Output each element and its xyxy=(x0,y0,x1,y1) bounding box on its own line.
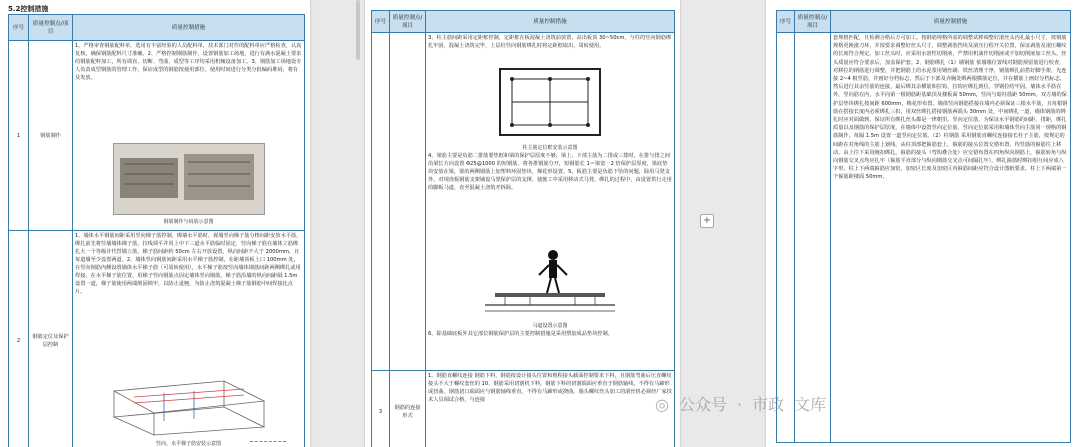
measure-text: 1、严格审查钢筋配料单，选用有丰富经验的人员配料单，技术部门对作的配料单应严格检查，认真复核，确保钢筋配料尺寸准确。2、严格控制钢筋制作，设置钢筋加工场地，进行有满水混凝土要求的钢筋配料加工，所有调直、切断、弯曲、成型等工序均采用机械设备加工。3、钢筋加工场地设专人负责成型钢筋的管理工作，保证成型的钢筋按使用部位、使用时间进行分类分批编码堆码，将有及发放。 xyxy=(75,43,302,81)
control-measures-table-p1 xyxy=(8,14,305,447)
header-measure: 质量控制措施 xyxy=(73,15,305,41)
row-item: 钢筋定位及保护层控制 xyxy=(29,231,73,447)
document-page-1[interactable] xyxy=(0,0,310,447)
ladder-bar-diagram xyxy=(104,371,274,437)
row-measure xyxy=(73,231,305,447)
document-page-2[interactable] xyxy=(365,0,680,447)
header-item: 质量控制点/项目 xyxy=(795,11,831,33)
row-no: 2 xyxy=(9,231,29,447)
header-item: 质量控制点/项目 xyxy=(29,15,73,41)
header-no: 序号 xyxy=(372,11,390,33)
measure-text: 4、梁筋主要是负筋二排筋要垫框和梁的保护层厚度不够，梁上、下部主筋为二排或三排时，在排与排之间沿梁长方向设置 Φ25@1000 的短钢筋，将各排钢筋分开，短钢筋长 1＝梁宽一2 倍保护层厚度，梁底垫块安放在梁，梁的两侧钢筋上加塑料环固垫块，梯花形设置。5、板筋主要是负筋下坠的问题，除用马凳支外，对现浇板钢筋支架铺设马凳保护层的支撑，使施工中采用移动式马凳，绑扎的过程中，由设置供行走用的脚板马道，直至混凝土浇筑开拆除。 xyxy=(428,153,672,191)
row-no: 1 xyxy=(9,41,29,231)
row-item: 钢筋的连接形式 xyxy=(390,371,426,447)
row-no: 3 xyxy=(372,371,390,447)
wechat-icon: ◎ xyxy=(655,395,669,414)
header-item: 质量控制点/项目 xyxy=(390,11,426,33)
figure-caption: 马道设置示意图 xyxy=(532,323,568,329)
column-position-frame-diagram xyxy=(494,63,606,141)
scrollbar-thumb[interactable] xyxy=(356,0,360,60)
walkway-diagram xyxy=(475,245,625,319)
document-page-3[interactable] xyxy=(766,0,1080,447)
column-frame-illustration xyxy=(494,63,606,141)
row-measure xyxy=(426,371,675,447)
watermark-text: 公众号 xyxy=(678,395,727,414)
page-end-marker xyxy=(250,441,286,445)
section-title: 5.2控制措施 xyxy=(8,5,49,13)
figure-caption: 钢筋制作与码放示意图 xyxy=(163,219,214,225)
control-measures-table-p3 xyxy=(776,10,1071,443)
row-measure xyxy=(831,33,1071,443)
ladder-bar-illustration xyxy=(104,371,274,437)
walkway-illustration xyxy=(475,245,625,319)
measure-text: 1、钢筋直螺纹连接 钢筋下料，钢筋按设计接头位置和规程接头截面控制要求下料，且钢筋弯曲后压直螺纹接头不大于螺纹套丝的 10、钢筋采用切割机下料，钢筋下料的切割端面应垂直于钢筋轴线，不得有马蹄形或扭曲。钢筋切口端面应与钢筋轴线垂直，不得有马蹄形或挠曲。墙头螺纹丝头加工的滚丝机必须经厂家技术人员调试合格，与连接 xyxy=(428,373,672,403)
watermark-text: 文库 xyxy=(794,395,827,414)
row-measure xyxy=(426,33,675,371)
rebar-cage-image xyxy=(114,144,264,214)
row-measure xyxy=(73,41,305,231)
measure-text: 6、除基础底板外其它部位钢筋保护层的主要控制措施是采用塑胶成品垫块控制。 xyxy=(428,331,613,337)
control-measures-table-p2 xyxy=(371,10,675,447)
figure-caption: 竖向、水平梯子筋安装示意图 xyxy=(155,441,221,447)
rebar-stack-photo xyxy=(113,143,265,215)
header-measure: 质量控制措施 xyxy=(426,11,675,33)
measure-text: 1、墙体水平钢筋间距采用竖向梯子筋控制，绑墙水平筋时，视墙竖向梯子筋分格间距安放水平筋，绑扎前先将竖墙墙体梯子筋，拉线调平并用上中下三道水平筋临时固定，竖向梯子筋在墙体立筋绑扎大一个等级并代替墙立筋，梯子筋间距约 50cm 左右开放设置，纵向间距不大于 2000mm，且每道墙至少设置两道。2、墙体竖向钢筋间距采用水平梯子筋控制，在距墙顶板上口 100mm 处，在竖向钢筋内侧设置墙体水平梯子筋（可周转使用），水平梯子筋按竖向墙体钢筋间距两侧绑扎或用焊接，在水平梯子筋位置，用梯子竖向钢筋点固定墙体竖向钢筋，梯子筋沿墙的纵向间距隔 1.5m 设置一道，梯子筋使用两端削固锁牢，以防止退翘，为防止浇筑混凝土梯子筋钢筋中间焊接比点片。 xyxy=(75,233,302,295)
watermark-text: 市政 xyxy=(752,395,785,414)
add-page-icon[interactable]: + xyxy=(700,214,714,228)
measure-text: 套规格匹配，且检测合格后方可加工。按钢筋规格所需的调整试棒调整好滚丝头内孔最小尺寸，按钢筋规格更换涨刀环，并按要求调整好丝头尺寸，调整剥肋挡块及滚压行程开关位置，保证剥肋及滚压螺纹的长度符合规定。加工丝头时，应采用水溶性切削液，严禁用机油作切削液或不加切削液加工丝头。丝头质量应符合要求后，加盖保护套。2、钢筋绑扎（1）墙钢筋 依墙墙位置线对钢筋预留筋进行校查，对移位的钢筋进行调整，并把钢筋上的水泥浆用钢丝刷、铁丝清理干净，钢筋绑扎前搭好脚手架。先连接 2~4 根竖筋，并画好分档标志，然后于下部及齐胸处绑两根横筋定位，并在横筋上画好分档标志，然后进行其余竖筋的连接，最后绑其余横筋和拉钩，拉钩应绑扎到位，穿钢拉结牢固。墙体水平筋在外，竖向筋在内，水平向第一根钢筋距基础顶及楼板面 50mm，竖向与暗柱筋距 50mm，双方墙的保护层垫块绑扎按间距 600mm，梅花形布置。墙体竖向钢筋搭接在墙内必须保证三根水平筋，且每根钢筋在搭接长度内必须绑扎三扣，用双丝绑扎搭接钢筋两端头 30mm 处，中间绑扎一道，墙体钢筋的绑扎时应对面做到，保证所有绑扎丝头都是一律朝里。竖向定位筋，为保证水平钢筋的间距、排距，绑扎质量以及钢筋的保护层厚度，在墙体中设置竖向定位筋，竖向定位筋采用和墙体竖向主筋同一规格的钢筋制作，每隔 1.5m 设置一道竖向定位筋。（2）柱钢筋 采用钢筋直螺纹连接接长柱子主筋，按规定的间距在对角线的主筋上划线，从柱顶部把箍筋套上，箍筋的接头位置交错布置，待竖筋的箍筋往上移动，由上往下采用缠扣绑扎。箍筋的接头（弯钩叠合处）应交错布置在四角纵向钢筋上，箍筋转角与纵向钢筋交叉点均应扎牢（箍筋平直部分与纵向钢筋交叉点可间隔扎牢），绑扎箍筋时绑扣相互间应成八字形。柱上下两端箍筋应加密，加密区长度及加密区内箍筋间距应符合设计图纸要求，柱上下两端第一个箍筋距楼面 50mm。 xyxy=(833,35,1068,181)
row-item: 钢筋制作 xyxy=(29,41,73,231)
header-no: 序号 xyxy=(777,11,795,33)
header-measure: 质量控制措施 xyxy=(831,11,1071,33)
watermark: ◎ 公众号 · 市政 文库 xyxy=(655,395,827,414)
figure-caption: 柱主筋定位框安装示意图 xyxy=(522,145,578,151)
measure-text: 3、柱主筋间距采用定距框控制，定距框在板混凝土浇筑前放置，高出板顶 30~50cm，与柱的竖向钢筋绑扎牢固，混凝土浇筑完毕，上层柱竖向钢筋绑扎时将定距框取出，周转使用。 xyxy=(428,35,672,49)
header-no: 序号 xyxy=(9,15,29,41)
